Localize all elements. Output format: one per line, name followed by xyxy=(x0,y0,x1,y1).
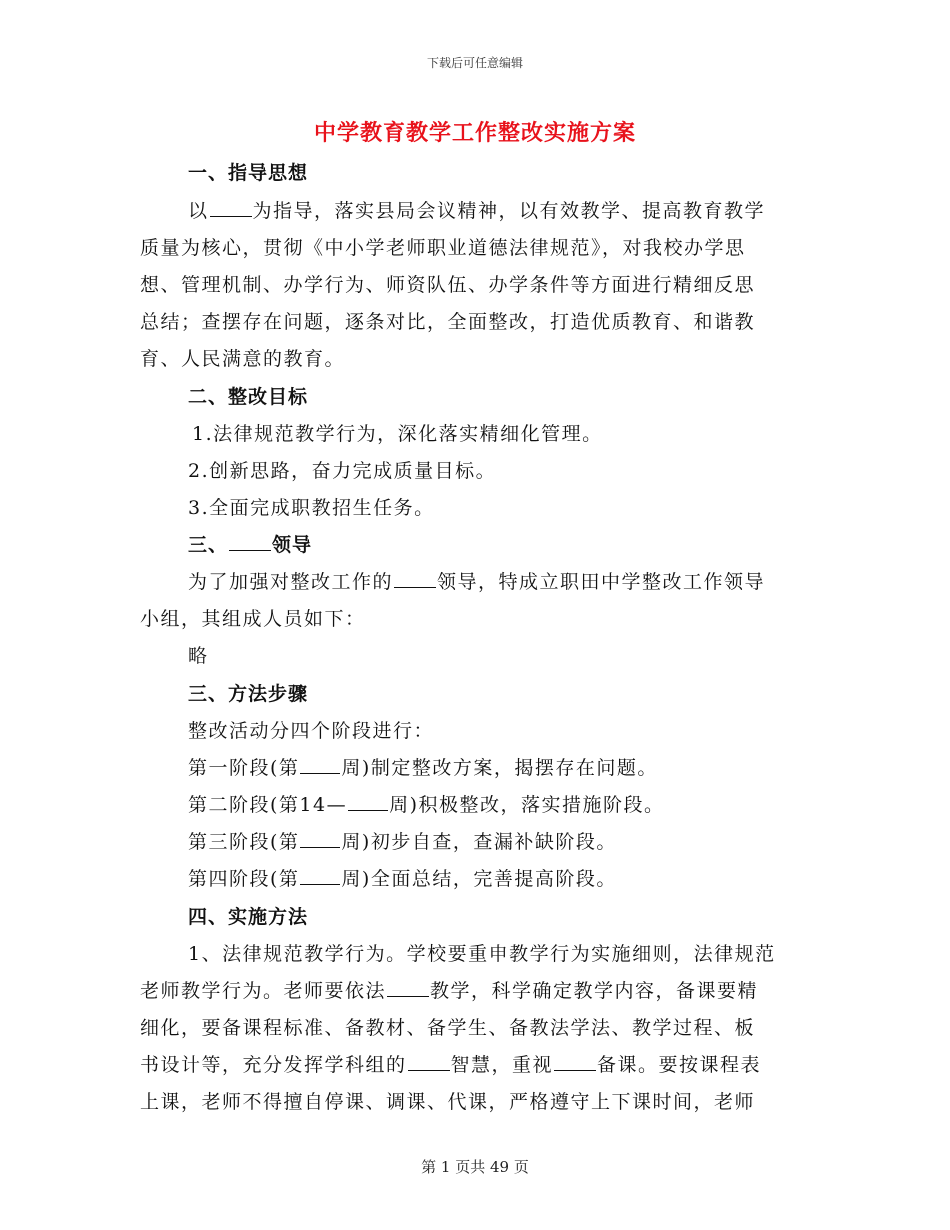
text-fragment: 领导 xyxy=(272,534,313,556)
text-fragment: 教学，科学确定教学内容，备课要精 xyxy=(430,980,759,1002)
fill-blank xyxy=(408,1054,450,1071)
text-fragment: 第四阶段(第 xyxy=(188,868,300,890)
paragraph-line: 1、法律规范教学行为。学校要重申教学行为实施细则，法律规范 xyxy=(188,943,776,965)
document-title: 中学教育教学工作整改实施方案 xyxy=(313,120,636,146)
text-fragment: 周)全面总结，完善提高阶段。 xyxy=(341,868,617,890)
fill-blank xyxy=(229,534,271,551)
fill-blank xyxy=(387,980,429,997)
text-fragment: 以 xyxy=(188,200,209,222)
header-note: 下载后可任意编辑 xyxy=(426,56,523,70)
fill-blank xyxy=(300,831,340,848)
stage-line xyxy=(188,827,617,854)
text-fragment: 周)制定整改方案，揭摆存在问题。 xyxy=(341,757,658,779)
paragraph-line: 想、管理机制、办学行为、师资队伍、办学条件等方面进行精细反思 xyxy=(140,274,756,296)
paragraph-line: 细化，要备课程标准、备教材、备学生、备教法学法、教学过程、板 xyxy=(140,1017,756,1039)
stage-line xyxy=(188,753,658,780)
paragraph-line: 小组，其组成人员如下： xyxy=(140,608,366,630)
paragraph-line: 育、人民满意的教育。 xyxy=(140,348,346,370)
paragraph-line: 整改活动分四个阶段进行： xyxy=(188,720,435,742)
paragraph-line xyxy=(188,567,765,594)
page-footer: 第 1 页共 49 页 xyxy=(421,1158,529,1176)
text-fragment: 备课。要按课程表 xyxy=(597,1054,762,1076)
fill-blank xyxy=(554,1054,596,1071)
text-fragment: 为指导，落实县局会议精神，以有效教学、提高教育教学 xyxy=(252,200,766,222)
fill-blank xyxy=(210,200,252,217)
stage-line xyxy=(188,790,665,817)
list-item: 3.全面完成职教招生任务。 xyxy=(188,497,435,519)
text-fragment: 第三阶段(第 xyxy=(188,831,300,853)
list-item: 1.法律规范教学行为，深化落实精细化管理。 xyxy=(192,423,603,445)
paragraph-line: 质量为核心，贯彻《中小学老师职业道德法律规范》，对我校办学思 xyxy=(140,237,746,259)
paragraph-line xyxy=(140,976,758,1003)
section-heading: 三、方法步骤 xyxy=(188,683,309,705)
text-fragment: 第一阶段(第 xyxy=(188,757,300,779)
paragraph-line: 总结；查摆存在问题，逐条对比，全面整改，打造优质教育、和谐教 xyxy=(140,311,756,333)
text-fragment: 老师教学行为。老师要依法 xyxy=(140,980,387,1002)
paragraph-line xyxy=(140,1050,761,1077)
fill-blank xyxy=(394,571,436,588)
text-fragment: 周)初步自查，查漏补缺阶段。 xyxy=(341,831,617,853)
fill-blank xyxy=(348,794,388,811)
list-item: 2.创新思路，奋力完成质量目标。 xyxy=(188,460,497,482)
paragraph-line xyxy=(188,196,765,223)
text-fragment: 书设计等，充分发挥学科组的 xyxy=(140,1054,407,1076)
text-fragment: 第二阶段(第14— xyxy=(188,794,348,816)
section-heading: 一、指导思想 xyxy=(188,162,309,184)
paragraph-line: 上课，老师不得擅自停课、调课、代课，严格遵守上下课时间，老师 xyxy=(140,1091,756,1113)
text-fragment: 领导，特成立职田中学整改工作领导 xyxy=(437,571,766,593)
paragraph-line: 略 xyxy=(188,645,209,667)
section-heading xyxy=(188,530,312,557)
text-fragment: 周)积极整改，落实措施阶段。 xyxy=(389,794,665,816)
section-heading: 二、整改目标 xyxy=(188,386,309,408)
text-fragment: 为了加强对整改工作的 xyxy=(188,571,394,593)
section-heading: 四、实施方法 xyxy=(188,906,309,928)
fill-blank xyxy=(300,868,340,885)
stage-line xyxy=(188,864,617,891)
text-fragment: 智慧，重视 xyxy=(450,1054,554,1076)
text-fragment: 三、 xyxy=(188,534,229,556)
fill-blank xyxy=(300,757,340,774)
